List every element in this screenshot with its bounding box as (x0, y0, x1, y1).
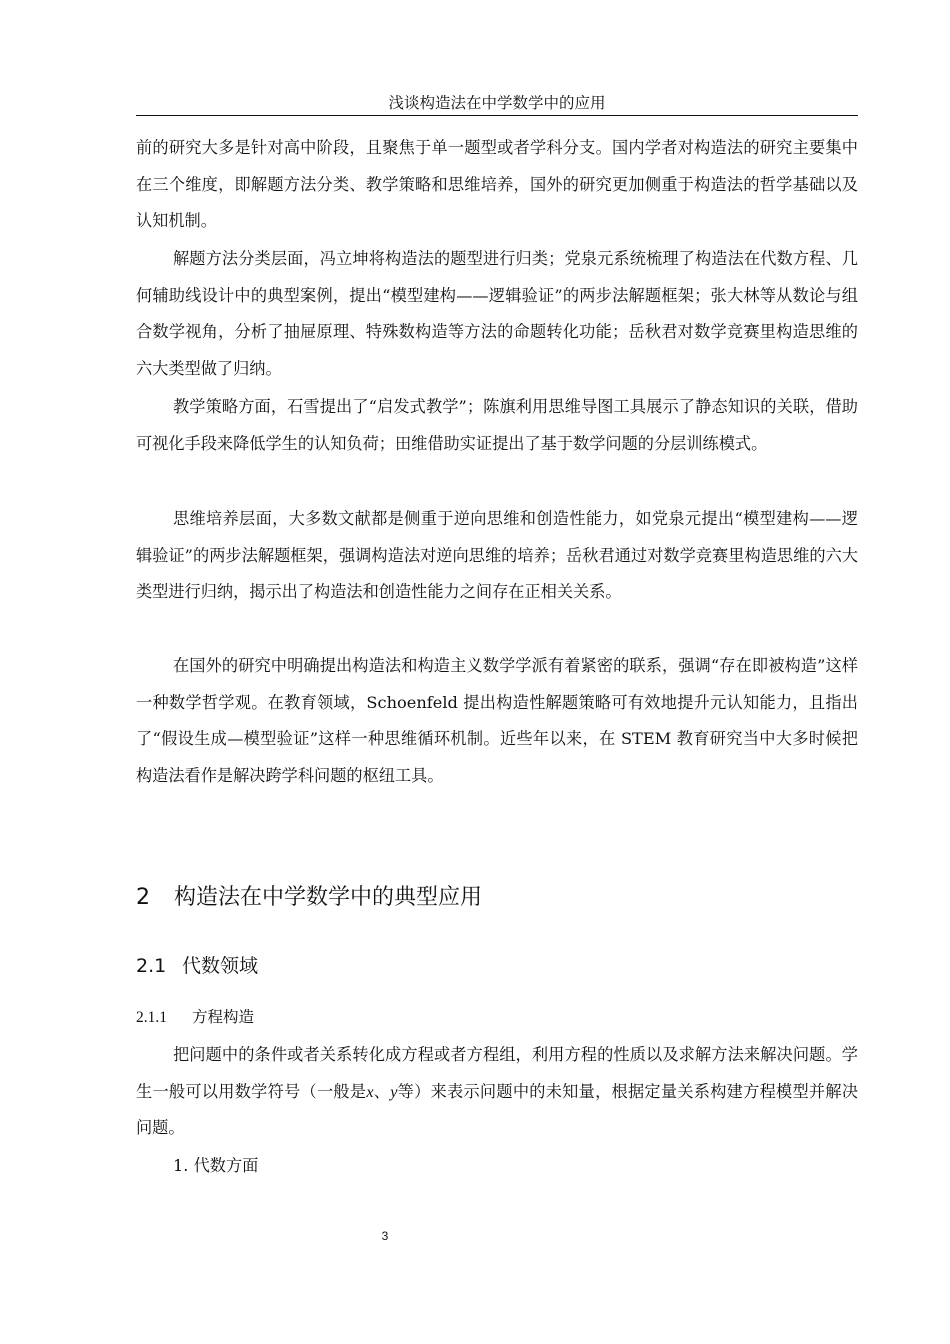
paragraph-continuation: 前的研究大多是针对高中阶段，且聚焦于单一题型或者学科分支。国内学者对构造法的研究主要集中在三个维度，即解题方法分类、教学策略和思维培养，国外的研究更加侧重于构造法的哲学基础以及认知机制。 (136, 138, 858, 231)
subsection-number: 2.1 (136, 955, 167, 977)
subsubsection-heading (136, 1003, 254, 1032)
page-number: 3 (381, 1229, 389, 1243)
paragraph-method-classification: 解题方法分类层面，冯立坤将构造法的题型进行归类；党泉元系统梳理了构造法在代数方程、几何辅助线设计中的典型案例，提出“模型建构——逻辑验证”的两步法解题框架；张大林等从数论与组合数学视角，分析了抽屉原理、特殊数构造等方法的命题转化功能；岳秋君对数学竞赛里构造思维的六大类型做了归纳。 (136, 249, 858, 378)
list-item-algebra: 1. 代数方面 (173, 1156, 259, 1175)
header-rule (136, 115, 858, 116)
subsubsection-title: 方程构造 (192, 1008, 255, 1026)
section-number: 2 (136, 885, 150, 910)
subsection-title: 代数领域 (182, 955, 259, 977)
paragraph-equation-construction (136, 1037, 858, 1147)
subsubsection-number: 2.1.1 (136, 1009, 167, 1026)
paragraph-teaching-strategy: 教学策略方面，石雪提出了“启发式教学”；陈旗利用思维导图工具展示了静态知识的关联，借助可视化手段来降低学生的认知负荷；田维借助实证提出了基于数学问题的分层训练模式。 (136, 397, 858, 453)
section-title: 构造法在中学数学中的典型应用 (174, 885, 483, 910)
variable-x: x (366, 1082, 374, 1101)
running-header-title: 浅谈构造法在中学数学中的应用 (388, 94, 606, 112)
paragraph-thinking-cultivation: 思维培养层面，大多数文献都是侧重于逆向思维和创造性能力，如党泉元提出“模型建构——逻辑验证”的两步法解题框架，强调构造法对逆向思维的培养；岳秋君通过对数学竞赛里构造思维的六大类型进行归纳，揭示出了构造法和创造性能力之间存在正相关关系。 (136, 509, 858, 602)
variable-y: y (390, 1082, 398, 1101)
section-heading (136, 880, 482, 916)
subsection-heading (136, 950, 258, 982)
paragraph-foreign-research: 在国外的研究中明确提出构造法和构造主义数学学派有着紧密的联系，强调“存在即被构造”这样一种数学哲学观。在教育领域，Schoenfeld 提出构造性解题策略可有效地提升元认知能力，且指出了“假设生成—模型验证”这样一种思维循环机制。近些年以来，在 STEM 教育研究当中大多时候把构造法看作是解决跨学科问题的枢纽工具。 (136, 656, 858, 785)
paragraph-text-part1: 把问题中的条件或者关系转化成方程或者方程组，利用方程的性质以及求解方法来解决问题。学生一般可以用数学符号（一般是 (136, 1045, 858, 1101)
paragraph-text-part2: 等）来表示问题中的未知量，根据定量关系构建方程模型并解决问题。 (136, 1081, 859, 1138)
variable-separator: 、 (373, 1081, 391, 1101)
